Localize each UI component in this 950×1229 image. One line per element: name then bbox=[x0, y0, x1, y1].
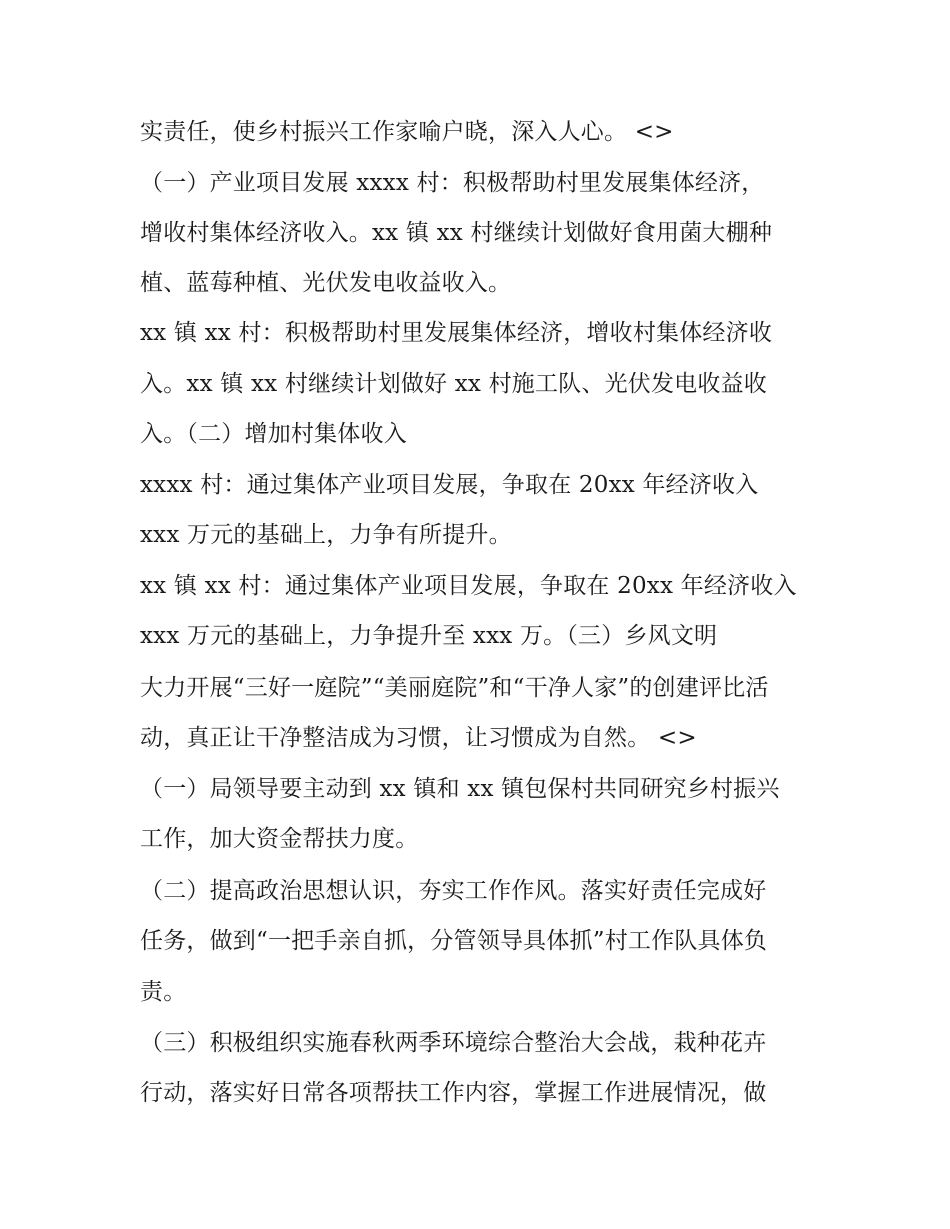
text-line: 动，真正让干净整洁成为习惯，让习惯成为自然。 <> bbox=[140, 725, 697, 751]
text-line: 行动，落实好日常各项帮扶工作内容，掌握工作进展情况，做 bbox=[140, 1080, 767, 1106]
text-line: 工作，加大资金帮扶力度。 bbox=[140, 826, 419, 852]
text-line: 任务，做到“一把手亲自抓，分管领导具体抓”村工作队具体负 bbox=[140, 928, 768, 954]
text-line: （一）局领导要主动到 xx 镇和 xx 镇包保村共同研究乡村振兴 bbox=[140, 776, 780, 802]
text-line: xxx 万元的基础上，力争有所提升。 bbox=[140, 522, 512, 548]
text-line: 入。（二）增加村集体收入 bbox=[140, 421, 407, 447]
text-line: 植、蓝莓种植、光伏发电收益收入。 bbox=[140, 270, 512, 296]
text-line: 大力开展“三好一庭院”“美丽庭院”和“干净人家”的创建评比活 bbox=[140, 675, 769, 701]
text-line: 实责任，使乡村振兴工作家喻户晓，深入人心。 <> bbox=[140, 119, 674, 145]
text-line: （二）提高政治思想认识，夯实工作作风。落实好责任完成好 bbox=[140, 878, 767, 904]
text-line: （一）产业项目发展 xxxx 村：积极帮助村里发展集体经济， bbox=[140, 170, 765, 196]
text-line: （三）积极组织实施春秋两季环境综合整治大会战，栽种花卉 bbox=[140, 1030, 767, 1056]
text-line: xxxx 村：通过集体产业项目发展，争取在 20xx 年经济收入 bbox=[140, 472, 759, 498]
text-line: 增收村集体经济收入。xx 镇 xx 村继续计划做好食用菌大棚种 bbox=[140, 220, 773, 246]
text-line: xx 镇 xx 村：通过集体产业项目发展，争取在 20xx 年经济收入 bbox=[140, 573, 797, 599]
text-line: xx 镇 xx 村：积极帮助村里发展集体经济，增收村集体经济收 bbox=[140, 320, 773, 346]
text-line: 责。 bbox=[140, 979, 187, 1005]
text-line: xxx 万元的基础上，力争提升至 xxx 万。（三）乡风文明 bbox=[140, 623, 718, 649]
text-line: 入。xx 镇 xx 村继续计划做好 xx 村施工队、光伏发电收益收 bbox=[140, 371, 767, 397]
